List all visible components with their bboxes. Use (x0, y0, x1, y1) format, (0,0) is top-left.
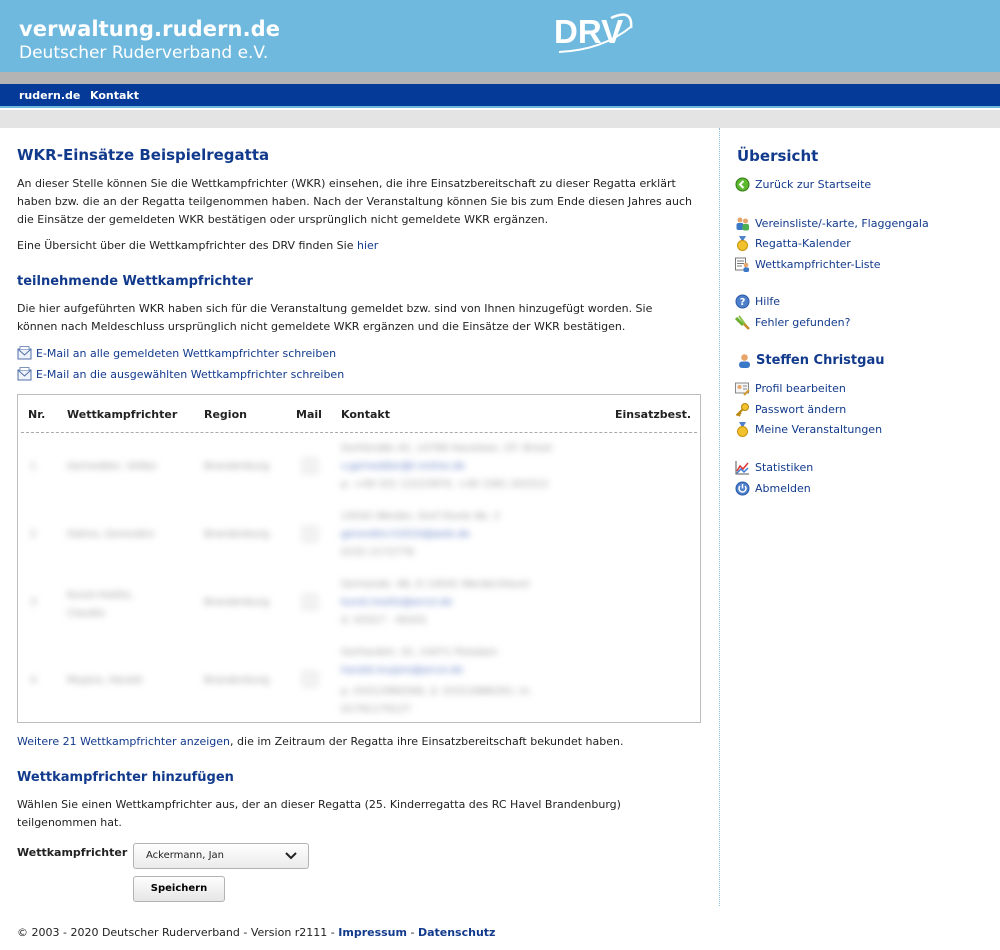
more-text: , die im Zeitraum der Regatta ihre Einsatzbereitschaft bekundet haben. (230, 735, 624, 748)
column-divider (719, 128, 720, 906)
site-title[interactable]: verwaltung.rudern.de (19, 17, 281, 41)
cell-name: Hahns, Gerondinr (67, 529, 155, 540)
cell-nr: 3 (30, 597, 37, 608)
sidebar-item-label: Meine Veranstaltungen (755, 423, 883, 436)
statistics-chart-icon (735, 460, 750, 475)
envelope-icon (17, 367, 33, 381)
row-select-checkbox[interactable] (302, 458, 318, 474)
back-home-icon (735, 177, 750, 192)
row-select-checkbox[interactable] (302, 671, 318, 687)
sidebar-item-label: Profil bearbeiten (755, 382, 846, 395)
cell-name: Gerneddor, Volker (67, 461, 158, 472)
sidebar-item-statistics[interactable] (735, 460, 813, 475)
svg-text:?: ? (739, 297, 746, 308)
sidebar-item-report-bug[interactable] (735, 315, 850, 330)
subnav-band (0, 110, 1000, 128)
sidebar-item-label: Abmelden (755, 482, 811, 495)
cell-nr: 1 (30, 461, 37, 472)
row-select-checkbox[interactable] (302, 526, 318, 542)
profile-card-icon (735, 381, 750, 396)
header-divider (21, 432, 697, 433)
save-button[interactable]: Speichern (133, 876, 225, 902)
intro-line: die Einsätze der gemeldeten WKR bestätigen oder ursprünglich nicht gemeldete WKR ergänzen. (17, 213, 549, 226)
sidebar-item-help[interactable] (735, 294, 780, 309)
power-icon (735, 481, 750, 496)
cell-address: Gerhardstr. 32, 14471 Potsdam (341, 647, 498, 658)
add-line: teilgenommen hat. (17, 816, 122, 829)
referee-table (17, 394, 701, 723)
cell-address: Gernande. 48, D 14542 Werder/Havel (341, 579, 530, 590)
cell-region: Brandenburg (204, 675, 270, 686)
sidebar-item-regatta-calendar[interactable] (735, 236, 851, 251)
cell-address: Dorfstraße 42, 14789 Havelsee, OT. Briest (341, 443, 553, 454)
section-participants-title: teilnehmende Wettkampfrichter (17, 274, 253, 289)
intro-line: haben bzw. die an der Regatta teilgenommen haben. Nach der Veranstaltung können Sie bis zum Ende diesen Jahres auch (17, 195, 693, 208)
sidebar-item-edit-profile[interactable] (735, 381, 846, 396)
sidebar-item-club-list[interactable] (735, 216, 929, 231)
overview-label: Eine Übersicht über die Wettkampfrichter des DRV finden Sie (17, 239, 354, 252)
site-header (0, 0, 1000, 72)
cell-name: Mujans, Harald (67, 675, 142, 686)
page-title: WKR-Einsätze Beispielregatta (17, 146, 270, 164)
col-header-confirmed: Einsatzbest. (615, 408, 692, 421)
intro-text (17, 175, 707, 229)
sidebar-title: Übersicht (737, 147, 819, 165)
site-subtitle: Deutscher Ruderverband e.V. (19, 43, 269, 63)
col-header-contact: Kontakt (341, 408, 390, 421)
sidebar-item-change-password[interactable] (735, 402, 846, 417)
participants-text (17, 300, 707, 336)
cell-name: Kunst-Hoëltz, Claudia (67, 590, 134, 619)
col-header-name: Wettkampfrichter (67, 408, 178, 421)
participants-line: Die hier aufgeführten WKR haben sich für die Veranstaltung gemeldet bzw. sind von Ihnen hinzugefügt worden. Sie (17, 302, 653, 315)
cell-region: Brandenburg (204, 529, 270, 540)
referee-select[interactable] (133, 843, 309, 869)
nav-link-kontakt[interactable]: Kontakt (90, 89, 139, 102)
cell-address: 14542 Werder, Dorf Klunk Ab. 2 (341, 511, 500, 522)
cell-region: Brandenburg (204, 597, 270, 608)
nav-link-rudern[interactable]: rudern.de (19, 89, 81, 102)
header-separator (0, 72, 1000, 84)
key-icon (735, 402, 750, 417)
medal-icon (735, 422, 750, 437)
sidebar-user (737, 353, 884, 368)
top-nav (0, 84, 1000, 108)
user-name: Steffen Christgau (756, 353, 885, 368)
cell-nr: 4 (30, 675, 37, 686)
mail-all-link[interactable] (17, 346, 336, 360)
col-header-region: Region (204, 408, 247, 421)
more-referees (17, 735, 623, 748)
sidebar-item-label: Fehler gefunden? (755, 316, 851, 329)
sidebar-item-label: Hilfe (755, 295, 781, 308)
drv-logo[interactable] (553, 10, 635, 56)
cell-email[interactable]: kunst.hoeltz@arcor.de (341, 597, 453, 608)
datenschutz-link[interactable]: Datenschutz (417, 926, 496, 939)
footer (17, 926, 495, 939)
cell-phone: 0152 2172776 (341, 547, 415, 558)
medal-icon (735, 236, 750, 251)
mail-selected-link[interactable] (17, 367, 344, 381)
cell-nr: 2 (30, 529, 37, 540)
sidebar-item-label: Statistiken (755, 461, 814, 474)
overview-link[interactable]: hier (356, 239, 379, 252)
footer-copyright: © 2003 - 2020 Deutscher Ruderverband - Version r2111 - (17, 926, 335, 939)
sidebar-item-my-events[interactable] (735, 422, 882, 437)
participants-line: können nach Meldeschluss ursprünglich nicht gemeldete WKR ergänzen und die Einsätze der WKR bestätigen. (17, 320, 626, 333)
col-header-mail: Mail (296, 408, 322, 421)
cell-email[interactable]: harald.mujans@arcor.de (341, 665, 464, 676)
cell-phone: d. 03327 - 40201 (341, 615, 428, 626)
sidebar-item-label: Zurück zur Startseite (755, 178, 872, 191)
logo-text: DRV (554, 13, 624, 50)
show-more-link[interactable]: Weitere 21 Wettkampfrichter anzeigen (17, 735, 231, 748)
row-select-checkbox[interactable] (302, 594, 318, 610)
mail-selected-label: E-Mail an die ausgewählten Wettkampfrichter schreiben (36, 367, 345, 381)
referee-select-label: Wettkampfrichter (17, 846, 128, 859)
add-line: Wählen Sie einen Wettkampfrichter aus, der an dieser Regatta (25. Kinderregatta des RC Havel Brandenburg) (17, 798, 621, 811)
col-header-nr: Nr. (28, 408, 46, 421)
footer-separator: - (410, 926, 415, 939)
section-add-title: Wettkampfrichter hinzufügen (17, 770, 234, 785)
overview-text (17, 237, 707, 255)
referee-list-icon (735, 257, 750, 272)
envelope-icon (17, 346, 33, 360)
users-icon (735, 216, 750, 231)
impressum-link[interactable]: Impressum (338, 926, 407, 939)
referee-select-value: Ackermann, Jan (146, 850, 225, 861)
cell-phone: p. 03312960266, d. 03312686291; m. 01791179127 (341, 686, 533, 715)
sidebar-item-label: Wettkampfrichter-Liste (755, 258, 881, 271)
cell-phone: p. +49 331 12223970, +49 1581 203312 (341, 479, 549, 490)
cell-email[interactable]: v.gerneddor@t-online.de (341, 461, 466, 472)
add-text (17, 796, 707, 832)
cell-email[interactable]: gerondinr.h2010@web.de (341, 529, 470, 540)
chevron-down-icon (285, 851, 297, 861)
sidebar-item-referee-list[interactable] (735, 257, 881, 272)
sidebar-item-label: Passwort ändern (755, 403, 847, 416)
user-icon (737, 353, 752, 368)
sidebar-item-label: Regatta-Kalender (755, 237, 851, 250)
sidebar-item-label: Vereinsliste/-karte, Flaggengala (755, 217, 929, 230)
sidebar-item-logout[interactable] (735, 481, 811, 496)
intro-line: An dieser Stelle können Sie die Wettkampfrichter (WKR) einsehen, die ihre Einsatzbereitschaft zu dieser Regatta erklärt (17, 177, 676, 190)
cell-region: Brandenburg (204, 461, 270, 472)
help-icon (735, 294, 750, 309)
bug-report-icon (735, 315, 750, 330)
sidebar-item-back[interactable] (735, 177, 871, 192)
mail-all-label: E-Mail an alle gemeldeten Wettkampfrichter schreiben (36, 346, 337, 360)
